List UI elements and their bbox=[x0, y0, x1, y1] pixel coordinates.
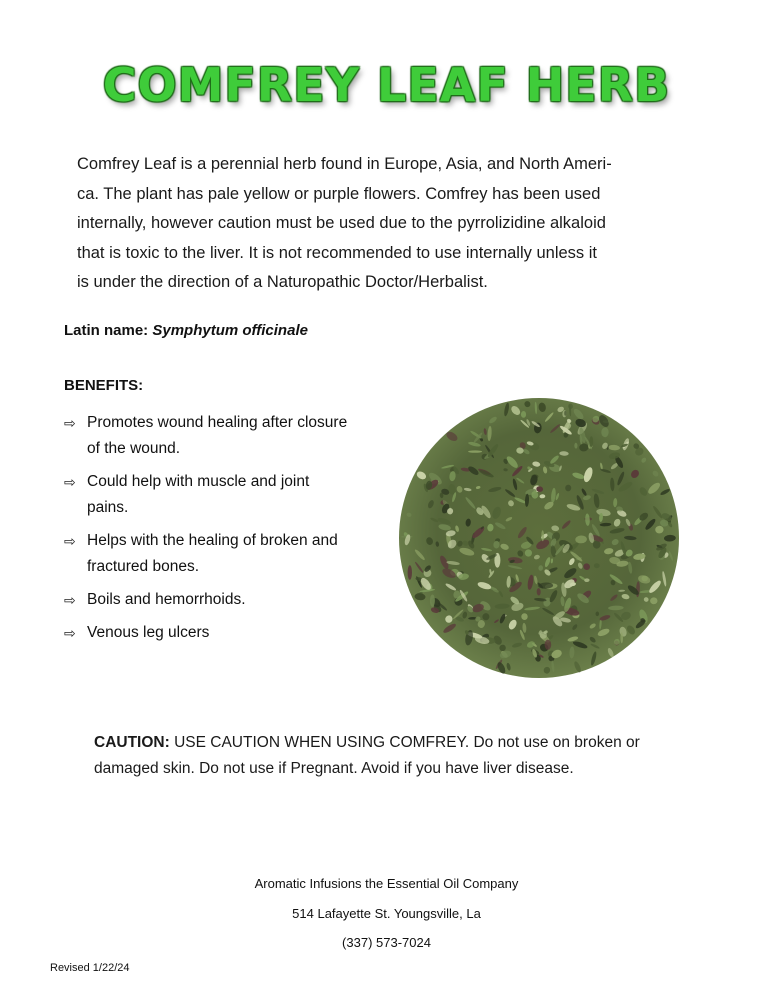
intro-line: is under the direction of a Naturopathic Doctor/Herbalist. bbox=[77, 273, 488, 291]
intro-line: internally, however caution must be used due to the pyrrolizidine alkaloid bbox=[77, 214, 606, 232]
arrow-bullet-icon: ⇨ bbox=[64, 474, 76, 490]
footer-phone: (337) 573-7024 bbox=[342, 935, 431, 950]
list-item bbox=[64, 620, 374, 646]
revised-date: Revised 1/22/24 bbox=[50, 962, 130, 974]
caution-label: CAUTION: bbox=[94, 734, 170, 751]
herb-leaf-flake bbox=[468, 450, 482, 452]
list-item-line: Boils and hemorrhoids. bbox=[87, 591, 246, 608]
page-title: COMFREY LEAF HERB bbox=[102, 58, 671, 112]
benefits-list bbox=[64, 410, 374, 653]
list-item bbox=[64, 587, 374, 613]
list-item-line: Promotes wound healing after closure bbox=[87, 414, 348, 431]
list-item bbox=[64, 469, 374, 521]
list-item-line: of the wound. bbox=[87, 440, 181, 457]
latin-name-value: Symphytum officinale bbox=[152, 322, 308, 339]
list-item bbox=[64, 528, 374, 580]
intro-line: that is toxic to the liver. It is not recommended to use internally unless it bbox=[77, 243, 597, 262]
footer-company: Aromatic Infusions the Essential Oil Company bbox=[254, 876, 519, 891]
latin-name-label: Latin name: bbox=[64, 322, 149, 339]
list-item-line: pains. bbox=[87, 499, 129, 516]
herb-pile-image bbox=[393, 392, 685, 684]
herb-leaf-flake bbox=[408, 565, 412, 580]
list-item-line: Helps with the healing of broken and bbox=[87, 532, 338, 549]
benefits-heading: BENEFITS: bbox=[64, 377, 144, 394]
caution-text: USE CAUTION WHEN USING COMFREY. Do not use on broken or bbox=[169, 734, 640, 751]
caution-note bbox=[94, 730, 654, 782]
arrow-bullet-icon: ⇨ bbox=[64, 592, 76, 608]
intro-line: ca. The plant has pale yellow or purple flowers. Comfrey has been used bbox=[77, 184, 601, 203]
intro-paragraph bbox=[77, 150, 647, 298]
arrow-bullet-icon: ⇨ bbox=[64, 415, 76, 431]
list-item-line: fractured bones. bbox=[87, 558, 200, 575]
arrow-bullet-icon: ⇨ bbox=[64, 625, 76, 641]
list-item-line: Venous leg ulcers bbox=[87, 624, 210, 641]
arrow-bullet-icon: ⇨ bbox=[64, 533, 76, 549]
herb-leaf-flake bbox=[564, 411, 566, 416]
footer-address: 514 Lafayette St. Youngsville, La bbox=[292, 906, 481, 921]
caution-text: damaged skin. Do not use if Pregnant. Avoid if you have liver disease. bbox=[94, 760, 574, 777]
list-item-line: Could help with muscle and joint bbox=[87, 473, 310, 490]
list-item bbox=[64, 410, 374, 462]
latin-name bbox=[64, 322, 308, 339]
intro-line: Comfrey Leaf is a perennial herb found in Europe, Asia, and North Ameri- bbox=[77, 155, 612, 173]
